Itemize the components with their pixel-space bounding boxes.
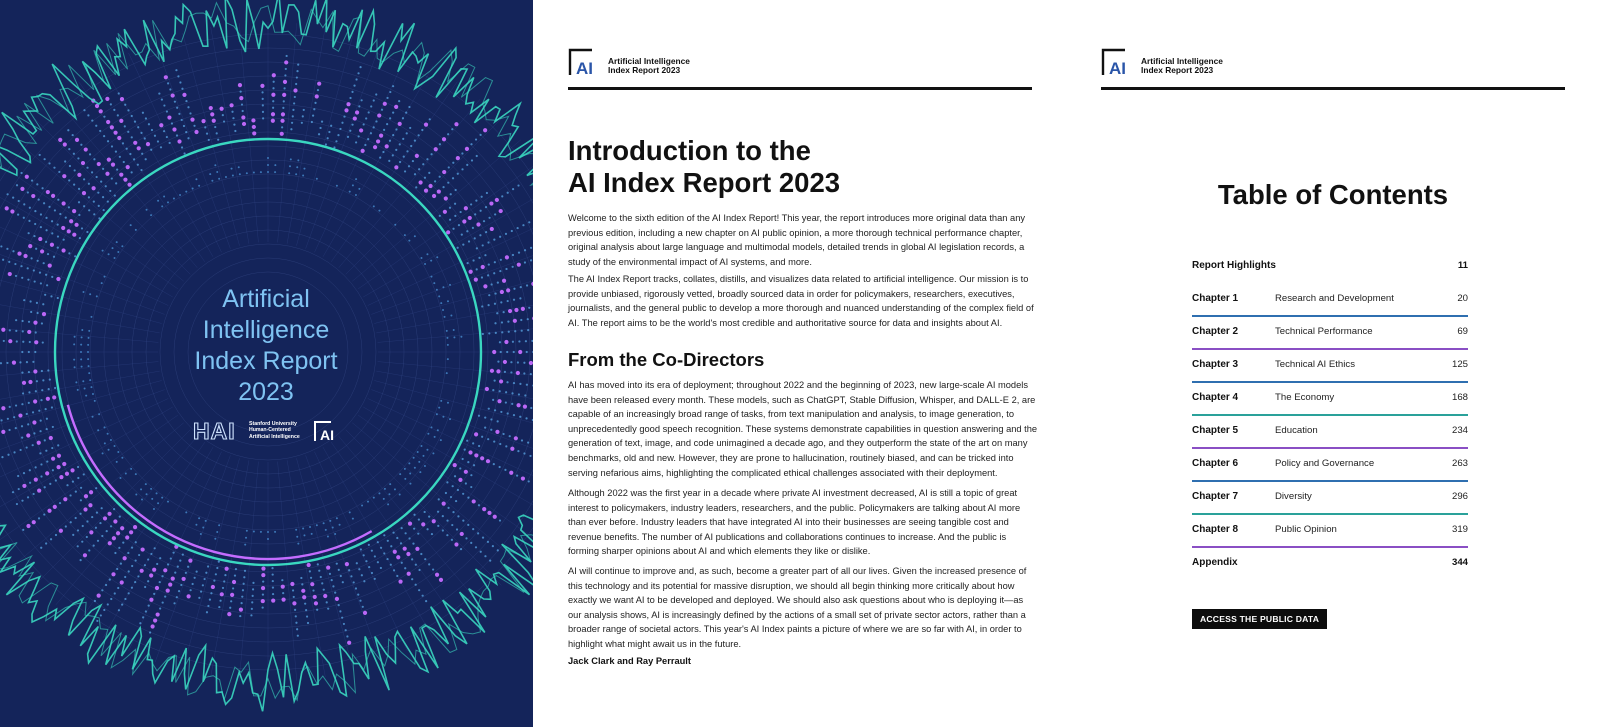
intro-paragraph: Welcome to the sixth edition of the AI Index Report! This year, the report introduces more original data than any previous edition, including a new chapter on AI public opinion, a more thorough technical performance chapter, original analysis about large language and multimodal models, detailed trends in global AI legislation records, a study of the environmental impact of AI systems, and more. — [568, 213, 1026, 267]
cover-title-line: Intelligence — [202, 316, 330, 344]
hai-sub-line: Human-Centered — [249, 427, 291, 434]
access-public-data-button[interactable]: ACCESS THE PUBLIC DATA — [1192, 609, 1327, 629]
ai-index-logo-icon — [313, 419, 339, 443]
toc-chapter-name: Education — [1275, 425, 1318, 436]
toc-row-chapter-4[interactable] — [1192, 385, 1468, 418]
svg-text:AI: AI — [576, 59, 593, 76]
toc-chapter: Chapter 1 — [1192, 293, 1239, 304]
toc-chapter-name: Policy and Governance — [1275, 458, 1375, 469]
toc-page-number: 168 — [1451, 392, 1468, 403]
hai-sub-line: Artificial Intelligence — [249, 433, 300, 440]
toc-chapter: Chapter 5 — [1192, 425, 1239, 436]
toc-chapter: Chapter 3 — [1192, 359, 1239, 370]
cover-title-line: Index Report — [194, 347, 338, 375]
toc-page-number: 11 — [1457, 260, 1468, 271]
toc-chapter: Chapter 8 — [1192, 524, 1239, 535]
toc-page-number: 20 — [1457, 293, 1468, 304]
cover-logos — [193, 418, 343, 444]
toc-chapter-name: Diversity — [1275, 491, 1312, 502]
toc-row-chapter-1[interactable] — [1192, 286, 1468, 319]
hai-sub-line: Stanford University — [249, 421, 297, 427]
toc-chapter-name: Public Opinion — [1275, 524, 1337, 535]
toc-row-appendix[interactable] — [1192, 550, 1468, 583]
toc-chapter: Chapter 6 — [1192, 458, 1239, 469]
toc-row-chapter-3[interactable] — [1192, 352, 1468, 385]
header-line: Index Report 2023 — [1141, 65, 1214, 75]
toc-chapter-name: Technical Performance — [1275, 326, 1373, 337]
co-director-paragraph: AI will continue to improve and, as such, become a greater part of all our lives. Given the increased presence of this technology and its potential for massive disruption, we should all begin thinking more critically about how exactly we want AI to be developed and deployed. We should also ask questions about who is deploying it—as our analysis shows, AI is increasingly defined by the actions of a small set of private sector actors, rather than a broader range of societal actors. This year's AI Index paints a picture of where we are so far with AI, in order to highlight what might await us in the future. — [568, 566, 1027, 649]
toc-page-number: 234 — [1451, 425, 1468, 436]
header-report-name — [608, 57, 748, 75]
toc-row-highlights[interactable] — [1192, 253, 1468, 286]
toc-chapter: Chapter 7 — [1192, 491, 1239, 502]
header-report-name — [1141, 57, 1281, 75]
toc-divider — [1192, 447, 1468, 449]
toc-page-number: 296 — [1451, 491, 1468, 502]
toc-chapter-name: Technical AI Ethics — [1275, 359, 1355, 370]
toc-chapter: Chapter 4 — [1192, 392, 1239, 403]
toc-chapter: Appendix — [1192, 557, 1238, 568]
hai-logo-subtitle — [249, 421, 309, 440]
toc-row-chapter-5[interactable] — [1192, 418, 1468, 451]
page-title — [568, 135, 1028, 199]
header-divider — [568, 87, 1032, 90]
signature: Jack Clark and Ray Perrault — [568, 656, 691, 666]
co-director-paragraph: AI has moved into its era of deployment; throughout 2022 and the beginning of 2023, new large-scale AI models have been released every month. These models, such as ChatGPT, Stable Diffusion, Whisper, and DALL-E 2, are capable of an increasingly broad range of tasks, from text manipulation and analysis, to image generation, to unprecedentedly good speech recognition. These systems demonstrate capabilities in question answering and the generation of text, image, and code unimagined a decade ago, and they outperform the state of the art on many benchmarks, old and new. However, they are prone to hallucination, routinely biased, and can be tricked into serving nefarious aims, highlighting the complicated ethical challenges associated with their deployment. — [568, 380, 1038, 478]
ai-index-logo-icon — [1101, 48, 1133, 76]
svg-text:AI: AI — [320, 427, 334, 443]
section-title: From the Co-Directors — [568, 349, 765, 370]
toc-divider — [1192, 513, 1468, 515]
toc-row-chapter-7[interactable] — [1192, 484, 1468, 517]
introduction-page — [533, 0, 1066, 727]
toc-row-chapter-2[interactable] — [1192, 319, 1468, 352]
toc-list — [1192, 253, 1468, 583]
header-divider — [1101, 87, 1565, 90]
toc-chapter-name: Research and Development — [1275, 293, 1394, 304]
ai-index-logo-icon — [568, 48, 600, 76]
intro-paragraph: The AI Index Report tracks, collates, distills, and visualizes data related to artificial intelligence. Our mission is to provide unbiased, rigorously vetted, broadly sourced data in order for policymakers, researchers, executives, journalists, and the general public to develop a more thorough and nuanced understanding of the complex field of AI. The report aims to be the world's most credible and authoritative source for data and insights about AI. — [568, 274, 1034, 328]
cover-title-line: 2023 — [238, 378, 294, 406]
hai-logo: HAI — [193, 418, 236, 444]
toc-chapter-name: The Economy — [1275, 392, 1335, 403]
title-line: AI Index Report 2023 — [568, 167, 841, 198]
toc-chapter: Report Highlights — [1192, 260, 1276, 271]
toc-chapter: Chapter 2 — [1192, 326, 1239, 337]
toc-divider — [1192, 381, 1468, 383]
toc-divider — [1192, 348, 1468, 350]
svg-text:AI: AI — [1109, 59, 1126, 76]
title-line: Introduction to the — [568, 135, 811, 166]
toc-page-number: 69 — [1457, 326, 1468, 337]
page-title: Table of Contents — [1217, 179, 1449, 210]
toc-row-chapter-8[interactable] — [1192, 517, 1468, 550]
cover-title — [136, 284, 396, 408]
co-director-paragraph: Although 2022 was the first year in a decade where private AI investment decreased, AI is still a topic of great interest to policymakers, industry leaders, researchers, and the public. Policymakers are talking about AI more than ever before. Industry leaders that have integrated AI into their businesses are seeing tangible cost and revenue benefits. The number of AI publications and collaborations continues to increase. And the public is forming sharper opinions about AI and which elements they like or dislike. — [568, 488, 1021, 557]
toc-page-number: 344 — [1451, 557, 1468, 568]
header-line: Index Report 2023 — [608, 65, 681, 75]
table-of-contents-page — [1066, 0, 1600, 727]
cover-title-line: Artificial — [222, 285, 310, 313]
header-line: Artificial Intelligence — [608, 56, 690, 66]
toc-divider — [1192, 546, 1468, 548]
toc-page-number: 125 — [1451, 359, 1468, 370]
toc-row-chapter-6[interactable] — [1192, 451, 1468, 484]
report-cover — [0, 0, 533, 727]
toc-page-number: 263 — [1451, 458, 1468, 469]
toc-page-number: 319 — [1451, 524, 1468, 535]
toc-divider — [1192, 414, 1468, 416]
toc-divider — [1192, 315, 1468, 317]
header-line: Artificial Intelligence — [1141, 56, 1223, 66]
toc-divider — [1192, 480, 1468, 482]
